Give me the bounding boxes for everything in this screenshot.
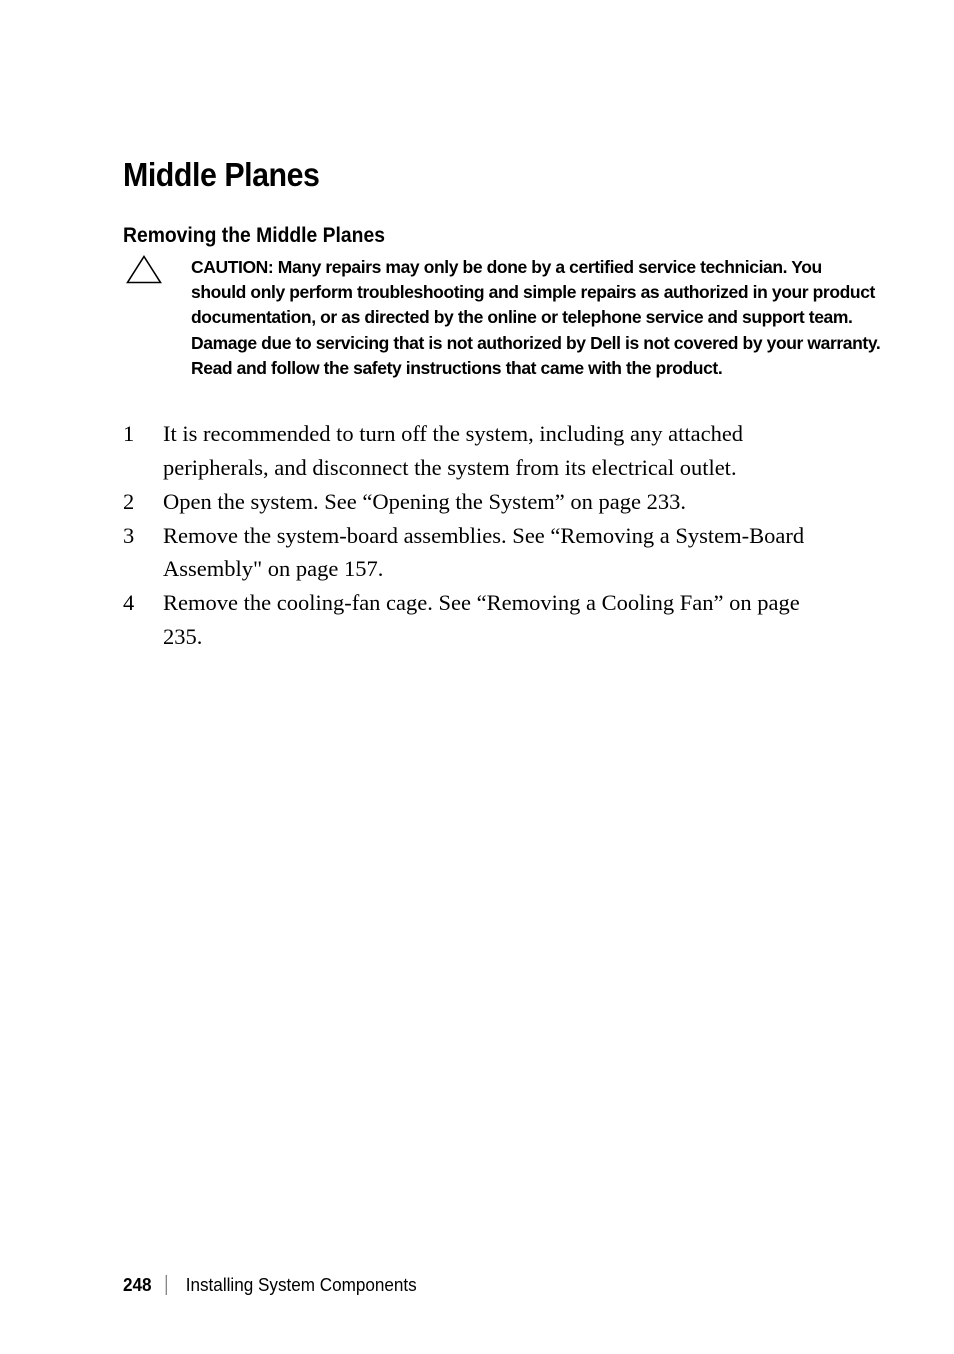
step-text: Remove the cooling-fan cage. See “Removing a Cooling Fan” on page 235. — [163, 590, 800, 649]
step-number: 3 — [123, 522, 135, 548]
step-number: 2 — [123, 488, 135, 514]
section-heading: Removing the Middle Planes — [123, 224, 385, 247]
page-number: 248 — [123, 1275, 152, 1295]
step-item — [123, 417, 843, 484]
step-item — [123, 519, 843, 586]
step-text: Remove the system-board assemblies. See “Removing a System-Board Assembly" on page 157. — [163, 522, 805, 581]
step-text: It is recommended to turn off the system, including any attached peripherals, and disconnect the system from its electrical outlet. — [163, 421, 744, 480]
step-number: 4 — [123, 590, 135, 615]
footer-chapter-title: Installing System Components — [185, 1275, 417, 1295]
caution-text: CAUTION: Many repairs may only be done by a certified service technician. You should only perform troubleshooting and simple repairs as authorized in your product documentation, or as directed by the online or telephone service and support team. Damage due to servicing that is not authorized by Dell is not covered by your warranty. Read and follow the safety instructions that came with the product. — [191, 257, 881, 378]
step-item — [123, 586, 843, 653]
caution-triangle-icon — [126, 255, 162, 285]
page-footer — [123, 1272, 417, 1298]
step-number: 1 — [123, 421, 135, 446]
footer-divider — [166, 1275, 167, 1295]
step-text: Open the system. See “Opening the System” on page 233. — [163, 488, 687, 514]
page-title: Middle Planes — [123, 156, 320, 193]
procedure-steps — [123, 417, 843, 654]
step-item — [123, 485, 843, 519]
